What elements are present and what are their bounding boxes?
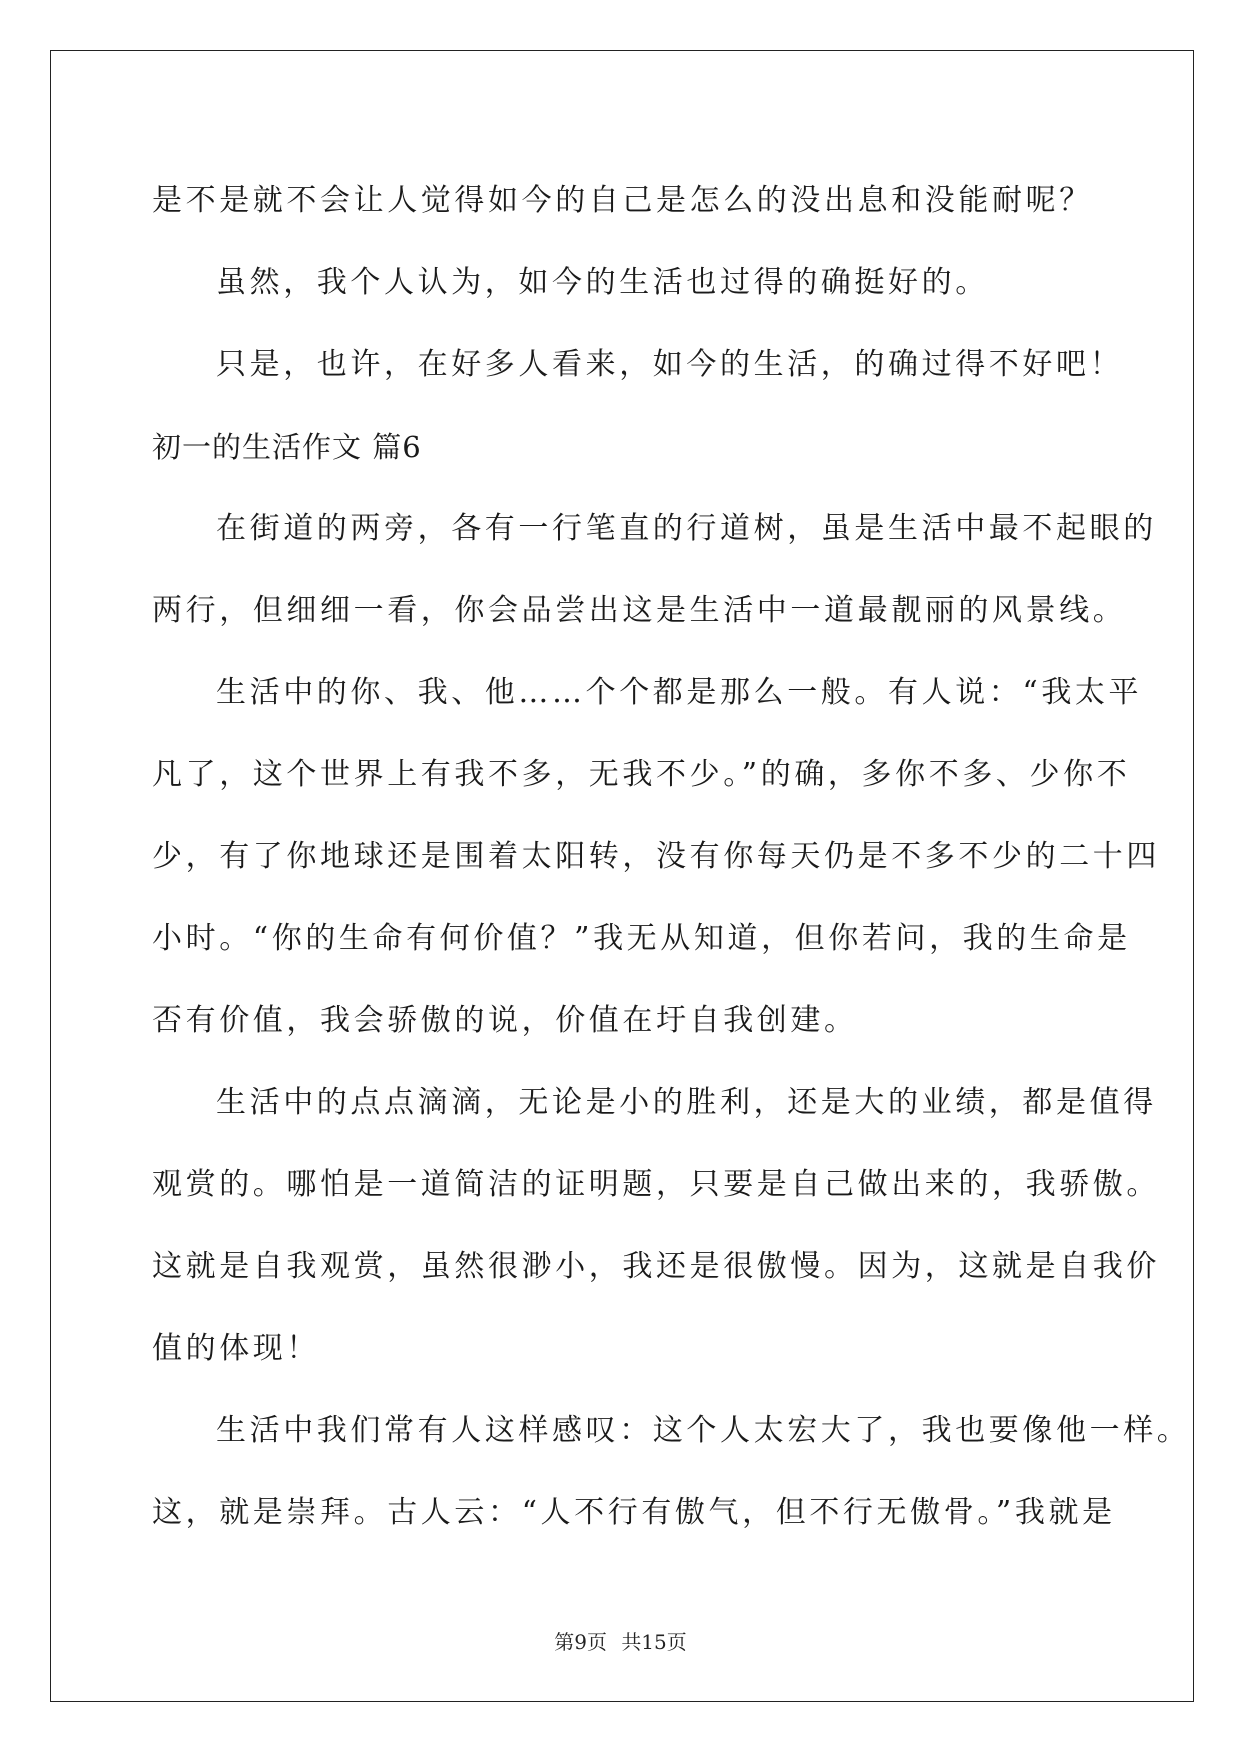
text-line: 生活中的点点滴滴，无论是小的胜利，还是大的业绩，都是值得 bbox=[216, 1085, 1157, 1120]
text-line: 两行，但细细一看，你会品尝出这是生活中一道最靓丽的风景线。 bbox=[152, 593, 1127, 628]
text-line: 值的体现！ bbox=[152, 1331, 320, 1366]
page-footer bbox=[0, 1626, 1241, 1655]
text-line: 这，就是崇拜。古人云：“人不行有傲气，但不行无傲骨。”我就是 bbox=[152, 1495, 1116, 1530]
page-total: 共15页 bbox=[621, 1630, 687, 1654]
text-line: 虽然，我个人认为，如今的生活也过得的确挺好的。 bbox=[216, 265, 989, 300]
text-line: 观赏的。哪怕是一道简洁的证明题，只要是自己做出来的，我骄傲。 bbox=[152, 1167, 1160, 1202]
text-line: 小时。“你的生命有何价值？”我无从知道，但你若问，我的生命是 bbox=[152, 921, 1131, 956]
text-line: 生活中的你、我、他……个个都是那么一般。有人说：“我太平 bbox=[216, 675, 1143, 710]
text-line: 少，有了你地球还是围着太阳转，没有你每天仍是不多不少的二十四 bbox=[152, 839, 1160, 874]
page-number: 第9页 bbox=[554, 1630, 607, 1654]
text-line: 凡了，这个世界上有我不多，无我不少。”的确，多你不多、少你不 bbox=[152, 757, 1131, 792]
section-heading: 初一的生活作文 篇6 bbox=[152, 430, 422, 464]
document-body bbox=[152, 160, 1191, 1554]
text-line: 否有价值，我会骄傲的说，价值在圩自我创建。 bbox=[152, 1003, 858, 1038]
text-line: 这就是自我观赏，虽然很渺小，我还是很傲慢。因为，这就是自我价 bbox=[152, 1249, 1160, 1284]
text-line: 是不是就不会让人觉得如今的自己是怎么的没出息和没能耐呢？ bbox=[152, 183, 1093, 218]
text-line: 在街道的两旁，各有一行笔直的行道树，虽是生活中最不起眼的 bbox=[216, 511, 1157, 546]
text-line: 生活中我们常有人这样感叹：这个人太宏大了，我也要像他一样。 bbox=[216, 1413, 1191, 1448]
text-line: 只是，也许，在好多人看来，如今的生活，的确过得不好吧！ bbox=[216, 347, 1124, 382]
